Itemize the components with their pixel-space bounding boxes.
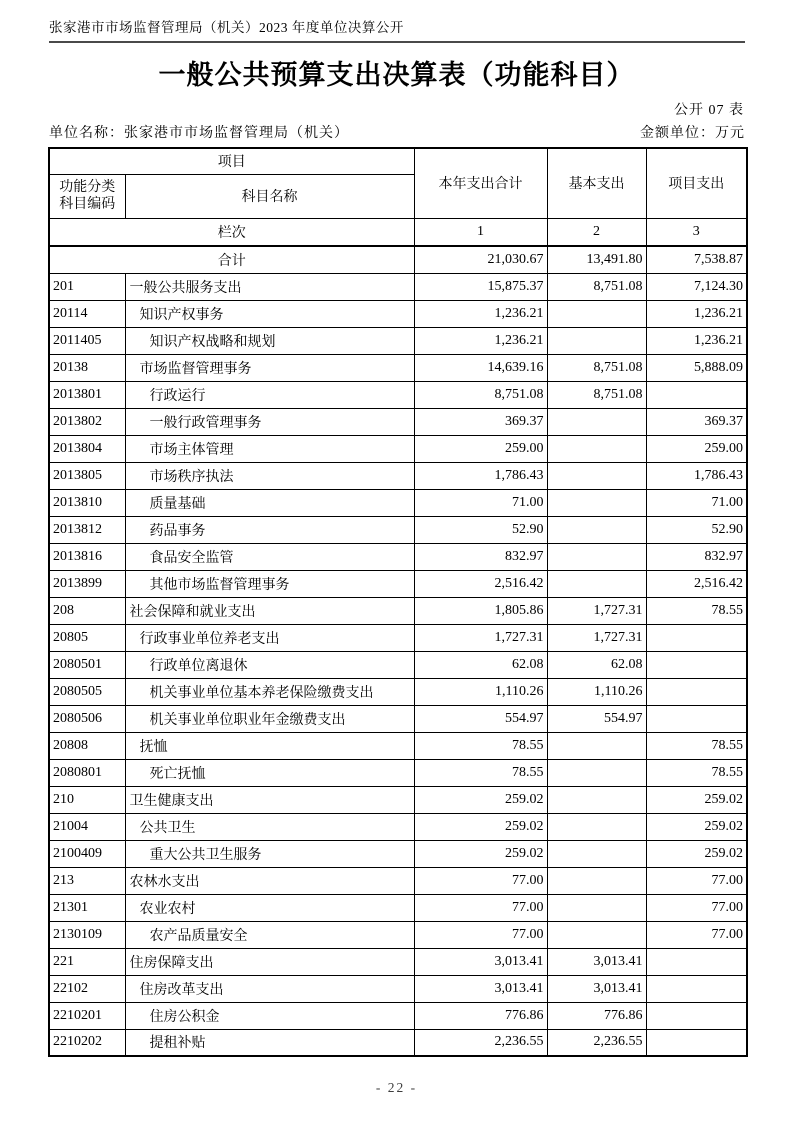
total-row-total: 21,030.67 (414, 246, 547, 273)
project-cell: 77.00 (646, 867, 747, 894)
page-number: - 22 - (375, 1080, 418, 1095)
header-row-group (49, 148, 747, 174)
total-cell: 2,236.55 (414, 1029, 547, 1056)
basic-cell (547, 867, 646, 894)
project-cell: 832.97 (646, 543, 747, 570)
project-cell: 78.55 (646, 759, 747, 786)
index-cell-1: 1 (414, 218, 547, 246)
project-cell: 259.02 (646, 813, 747, 840)
table-row (49, 570, 747, 597)
code-cell: 21301 (49, 894, 125, 921)
code-cell: 22102 (49, 975, 125, 1002)
name-cell: 知识产权战略和规划 (125, 327, 414, 354)
total-cell: 78.55 (414, 732, 547, 759)
document-header: 张家港市市场监督管理局（机关）2023 年度单位决算公开 (49, 16, 745, 43)
name-cell: 行政单位离退休 (125, 651, 414, 678)
name-cell: 公共卫生 (125, 813, 414, 840)
basic-cell (547, 786, 646, 813)
basic-cell (547, 921, 646, 948)
total-cell: 259.02 (414, 786, 547, 813)
code-cell: 20805 (49, 624, 125, 651)
name-cell: 机关事业单位基本养老保险缴费支出 (125, 678, 414, 705)
basic-cell (547, 435, 646, 462)
col-header-project-group: 项目 (49, 148, 414, 174)
project-cell: 77.00 (646, 894, 747, 921)
total-cell: 1,727.31 (414, 624, 547, 651)
total-cell: 554.97 (414, 705, 547, 732)
project-cell: 259.02 (646, 840, 747, 867)
total-cell: 2,516.42 (414, 570, 547, 597)
basic-cell: 8,751.08 (547, 354, 646, 381)
code-cell: 2011405 (49, 327, 125, 354)
name-cell: 一般行政管理事务 (125, 408, 414, 435)
name-cell: 行政事业单位养老支出 (125, 624, 414, 651)
code-cell: 2080506 (49, 705, 125, 732)
code-cell: 2080801 (49, 759, 125, 786)
project-cell: 78.55 (646, 597, 747, 624)
name-cell: 农产品质量安全 (125, 921, 414, 948)
table-row (49, 273, 747, 300)
basic-cell: 1,110.26 (547, 678, 646, 705)
col-header-basic: 基本支出 (547, 148, 646, 218)
total-cell: 259.02 (414, 840, 547, 867)
total-row (49, 246, 747, 273)
total-cell: 259.00 (414, 435, 547, 462)
table-row (49, 705, 747, 732)
basic-cell (547, 732, 646, 759)
table-row (49, 462, 747, 489)
project-cell: 77.00 (646, 921, 747, 948)
table-row (49, 1029, 747, 1056)
project-cell: 1,236.21 (646, 327, 747, 354)
table-row (49, 543, 747, 570)
total-cell: 776.86 (414, 1002, 547, 1029)
table-row (49, 921, 747, 948)
table-row (49, 759, 747, 786)
basic-cell: 2,236.55 (547, 1029, 646, 1056)
table-row (49, 408, 747, 435)
code-cell: 2013812 (49, 516, 125, 543)
name-cell: 社会保障和就业支出 (125, 597, 414, 624)
code-cell: 20138 (49, 354, 125, 381)
total-cell: 832.97 (414, 543, 547, 570)
total-row-basic: 13,491.80 (547, 246, 646, 273)
project-cell: 1,236.21 (646, 300, 747, 327)
basic-cell (547, 462, 646, 489)
name-cell: 住房公积金 (125, 1002, 414, 1029)
name-cell: 其他市场监督管理事务 (125, 570, 414, 597)
name-cell: 机关事业单位职业年金缴费支出 (125, 705, 414, 732)
project-cell (646, 948, 747, 975)
total-cell: 1,236.21 (414, 300, 547, 327)
total-cell: 1,786.43 (414, 462, 547, 489)
project-cell: 369.37 (646, 408, 747, 435)
name-cell: 知识产权事务 (125, 300, 414, 327)
name-cell: 抚恤 (125, 732, 414, 759)
col-header-code-line1: 功能分类 (59, 180, 116, 195)
project-cell: 52.90 (646, 516, 747, 543)
name-cell: 农业农村 (125, 894, 414, 921)
project-cell (646, 975, 747, 1002)
table-row (49, 1002, 747, 1029)
table-row (49, 435, 747, 462)
basic-cell (547, 543, 646, 570)
code-cell: 2013804 (49, 435, 125, 462)
project-cell (646, 1029, 747, 1056)
col-header-name: 科目名称 (125, 174, 414, 218)
total-cell: 1,236.21 (414, 327, 547, 354)
code-cell: 2130109 (49, 921, 125, 948)
basic-cell (547, 489, 646, 516)
code-cell: 2080501 (49, 651, 125, 678)
name-cell: 住房保障支出 (125, 948, 414, 975)
name-cell: 市场监督管理事务 (125, 354, 414, 381)
name-cell: 药品事务 (125, 516, 414, 543)
table-body (49, 246, 747, 1056)
code-cell: 2013899 (49, 570, 125, 597)
basic-cell (547, 327, 646, 354)
total-cell: 1,805.86 (414, 597, 547, 624)
name-cell: 质量基础 (125, 489, 414, 516)
project-cell: 7,124.30 (646, 273, 747, 300)
table-row (49, 327, 747, 354)
name-cell: 农林水支出 (125, 867, 414, 894)
table-row (49, 840, 747, 867)
table-row (49, 354, 747, 381)
total-row-label: 合计 (49, 246, 414, 273)
name-cell: 重大公共卫生服务 (125, 840, 414, 867)
code-cell: 20808 (49, 732, 125, 759)
name-cell: 死亡抚恤 (125, 759, 414, 786)
code-cell: 2013802 (49, 408, 125, 435)
basic-cell: 1,727.31 (547, 597, 646, 624)
index-label-cell: 栏次 (49, 218, 414, 246)
total-cell: 259.02 (414, 813, 547, 840)
meta-row (49, 122, 745, 142)
code-cell: 213 (49, 867, 125, 894)
code-cell: 2013801 (49, 381, 125, 408)
code-cell: 2100409 (49, 840, 125, 867)
total-cell: 78.55 (414, 759, 547, 786)
basic-cell (547, 516, 646, 543)
total-cell: 62.08 (414, 651, 547, 678)
table-row (49, 678, 747, 705)
basic-cell: 62.08 (547, 651, 646, 678)
project-cell: 259.00 (646, 435, 747, 462)
total-cell: 52.90 (414, 516, 547, 543)
total-cell: 369.37 (414, 408, 547, 435)
basic-cell: 554.97 (547, 705, 646, 732)
index-cell-3: 3 (646, 218, 747, 246)
table-number-label: 公开 07 表 (674, 103, 744, 118)
project-cell: 2,516.42 (646, 570, 747, 597)
table-row (49, 732, 747, 759)
basic-cell: 3,013.41 (547, 975, 646, 1002)
table-row (49, 867, 747, 894)
name-cell: 住房改革支出 (125, 975, 414, 1002)
table-row (49, 975, 747, 1002)
header-row-index (49, 218, 747, 246)
name-cell: 市场主体管理 (125, 435, 414, 462)
page-title: 一般公共预算支出决算表（功能科目） (158, 60, 635, 90)
basic-cell (547, 813, 646, 840)
table-row (49, 813, 747, 840)
basic-cell: 8,751.08 (547, 381, 646, 408)
code-cell: 2080505 (49, 678, 125, 705)
basic-cell: 776.86 (547, 1002, 646, 1029)
basic-cell (547, 759, 646, 786)
project-cell (646, 1002, 747, 1029)
total-cell: 71.00 (414, 489, 547, 516)
table-row (49, 894, 747, 921)
basic-cell: 1,727.31 (547, 624, 646, 651)
table-row (49, 381, 747, 408)
basic-cell (547, 300, 646, 327)
total-cell: 3,013.41 (414, 975, 547, 1002)
code-cell: 2210201 (49, 1002, 125, 1029)
col-header-total: 本年支出合计 (414, 148, 547, 218)
total-row-project: 7,538.87 (646, 246, 747, 273)
total-cell: 14,639.16 (414, 354, 547, 381)
name-cell: 食品安全监管 (125, 543, 414, 570)
table-row (49, 786, 747, 813)
code-cell: 201 (49, 273, 125, 300)
project-cell (646, 381, 747, 408)
project-cell: 71.00 (646, 489, 747, 516)
project-cell (646, 678, 747, 705)
budget-table (48, 147, 748, 1057)
name-cell: 行政运行 (125, 381, 414, 408)
table-row (49, 300, 747, 327)
table-row (49, 948, 747, 975)
name-cell: 提租补贴 (125, 1029, 414, 1056)
name-cell: 市场秩序执法 (125, 462, 414, 489)
name-cell: 卫生健康支出 (125, 786, 414, 813)
table-row (49, 489, 747, 516)
table-row (49, 624, 747, 651)
total-cell: 77.00 (414, 921, 547, 948)
project-cell (646, 705, 747, 732)
code-cell: 2013805 (49, 462, 125, 489)
name-cell: 一般公共服务支出 (125, 273, 414, 300)
code-cell: 208 (49, 597, 125, 624)
project-cell (646, 651, 747, 678)
col-header-code (49, 174, 125, 218)
unit-name-label: 单位名称：张家港市市场监督管理局（机关） (49, 126, 349, 141)
project-cell: 1,786.43 (646, 462, 747, 489)
total-cell: 8,751.08 (414, 381, 547, 408)
code-cell: 20114 (49, 300, 125, 327)
code-cell: 2210202 (49, 1029, 125, 1056)
project-cell: 78.55 (646, 732, 747, 759)
code-cell: 221 (49, 948, 125, 975)
code-cell: 210 (49, 786, 125, 813)
project-cell (646, 624, 747, 651)
amount-unit-label: 金额单位：万元 (640, 126, 745, 141)
total-cell: 77.00 (414, 894, 547, 921)
project-cell: 5,888.09 (646, 354, 747, 381)
basic-cell (547, 408, 646, 435)
basic-cell (547, 570, 646, 597)
code-cell: 2013816 (49, 543, 125, 570)
basic-cell: 8,751.08 (547, 273, 646, 300)
total-cell: 3,013.41 (414, 948, 547, 975)
total-cell: 15,875.37 (414, 273, 547, 300)
table-row (49, 516, 747, 543)
basic-cell (547, 894, 646, 921)
total-cell: 77.00 (414, 867, 547, 894)
code-cell: 2013810 (49, 489, 125, 516)
table-row (49, 597, 747, 624)
table-row (49, 651, 747, 678)
code-cell: 21004 (49, 813, 125, 840)
project-cell: 259.02 (646, 786, 747, 813)
total-cell: 1,110.26 (414, 678, 547, 705)
col-header-project-expense: 项目支出 (646, 148, 747, 218)
basic-cell: 3,013.41 (547, 948, 646, 975)
index-cell-2: 2 (547, 218, 646, 246)
basic-cell (547, 840, 646, 867)
col-header-code-line2: 科目编码 (59, 197, 116, 212)
